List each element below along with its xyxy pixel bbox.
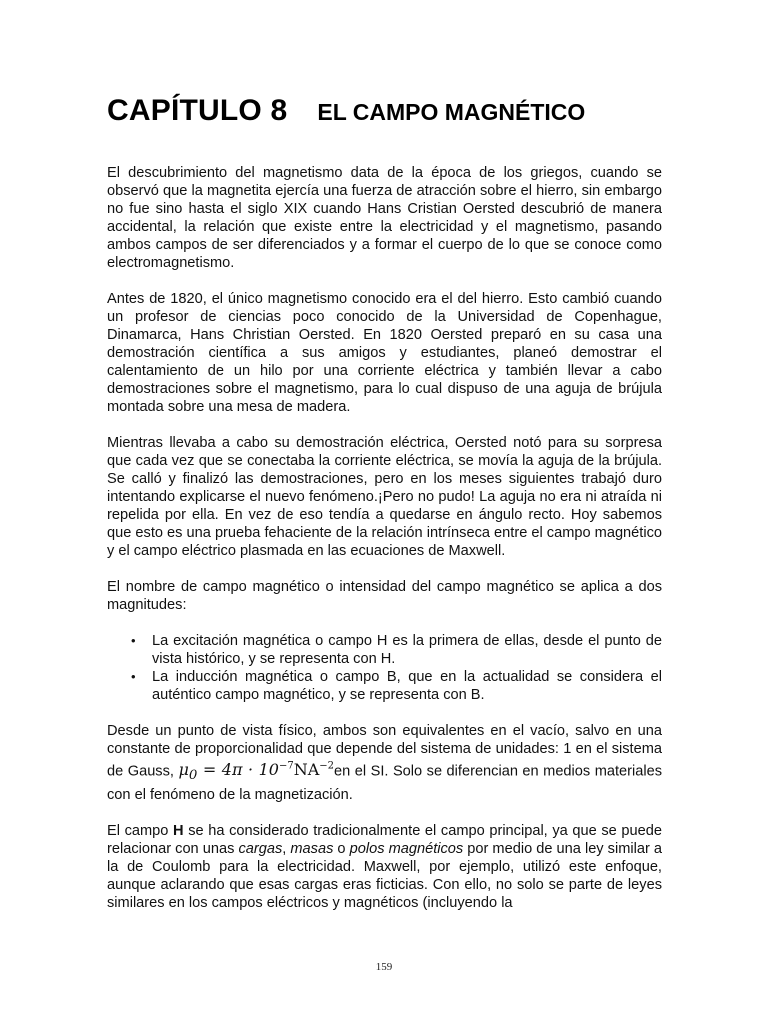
paragraph-vacuum [107, 722, 662, 804]
page-number: 159 [375, 961, 393, 973]
permeability-formula [178, 760, 335, 784]
h-text-3: , [282, 840, 291, 857]
bullet-icon: • [131, 633, 136, 648]
vacuum-text-before: Desde un punto de vista físico, ambos son equivalentes en el vacío, salvo en una constante de proporcionalidad que depende del sistema de unidades: 1 en el sistema de Gauss, [107, 723, 662, 780]
formula-sub: 0 [188, 768, 198, 784]
list-item-text: La inducción magnética o campo B, que en la actualidad se considera el auténtico campo magnético, y se representa con B. [152, 669, 662, 703]
paragraph-magnitudes: El nombre de campo magnético o intensidad del campo magnético se aplica a dos magnitudes: [107, 579, 662, 613]
formula-unit: NA [293, 760, 320, 780]
chapter-heading [107, 94, 585, 128]
vacuum-text-after: en el SI. Solo se diferencian en medios materiales con el fenómeno de la magnetización. [107, 763, 663, 803]
h-text-5: por medio de una ley similar a la de Coulomb para la electricidad. Maxwell, por ejemplo, utilizó este enfoque, aunque aclarando que esas cargas eras ficticias. Con ello, no solo se parte de leyes similares en los campos eléctricos y magnéticos (incluyendo la [107, 840, 663, 911]
paragraph-demonstration: Mientras llevaba a cabo su demostración eléctrica, Oersted notó para su sorpresa que cada vez que se conectaba la corriente eléctrica, se movía la aguja de la brújula. Se calló y finalizó las demostraciones, pero en los meses siguientes trabajó duro intentando explicarse el nuevo fenómeno.¡Pero no pudo! La aguja no era ni atraída ni repelida por ella. En vez de eso tendía a quedarse en ángulo recto. Hoy sabemos que esto es una prueba fehaciente de la relación intrínseca entre el campo magnético y el campo eléctrico plasmada en las ecuaciones de Maxwell. [107, 435, 662, 559]
paragraph-history: El descubrimiento del magnetismo data de la época de los griegos, cuando se observó que la magnetita ejercía una fuerza de atracción sobre el hierro, sin embargo no fue sino hasta el siglo XIX cuando Hans Cristian Oersted descubrió de manera accidental, la relación que existe entre la electricidad y el magnetismo, pasando ambos campos de ser diferenciados y a formar el cuerpo de lo que se conoce como electromagnetismo. [107, 165, 662, 271]
list-item [131, 632, 662, 668]
paragraph-oersted: Antes de 1820, el único magnetismo conocido era el del hierro. Esto cambió cuando un profesor de ciencias poco conocido de la Universidad de Copenhague, Dinamarca, Hans Christian Oersted. En 1820 Oersted preparó en su casa una demostración científica a sus amigos y estudiantes, planeó demostrar el calentamiento de un hilo por una corriente eléctrica y también llevar a cabo demostraciones sobre el magnetismo, para lo cual dispuso de una aguja de brújula montada sobre una mesa de madera. [107, 291, 662, 415]
chapter-number: CAPÍTULO 8 [107, 94, 288, 127]
formula-mu: μ [178, 760, 189, 780]
list-item-text: La excitación magnética o campo H es la primera de ellas, desde el punto de vista histórico, y se representa con H. [152, 633, 662, 667]
h-text-1: El campo [107, 822, 174, 839]
h-text-4: o [333, 840, 350, 857]
formula-exp2: −2 [319, 761, 335, 772]
paragraph-h-field [107, 822, 662, 912]
h-italic-cargas: cargas [238, 840, 283, 857]
magnitudes-list [107, 632, 662, 704]
chapter-title: EL CAMPO MAGNÉTICO [317, 99, 586, 125]
list-item [131, 668, 662, 704]
formula-exp1: −7 [278, 761, 294, 772]
h-italic-polos: polos magnéticos [349, 840, 464, 857]
h-bold: H [173, 822, 184, 839]
body-text [107, 164, 662, 930]
h-text-2: se ha considerado tradicionalmente el campo principal, ya que se puede relacionar con unas [107, 822, 662, 857]
formula-eq: = 4π · 10 [197, 760, 279, 780]
h-italic-masas: masas [290, 840, 334, 857]
bullet-icon: • [131, 669, 136, 684]
